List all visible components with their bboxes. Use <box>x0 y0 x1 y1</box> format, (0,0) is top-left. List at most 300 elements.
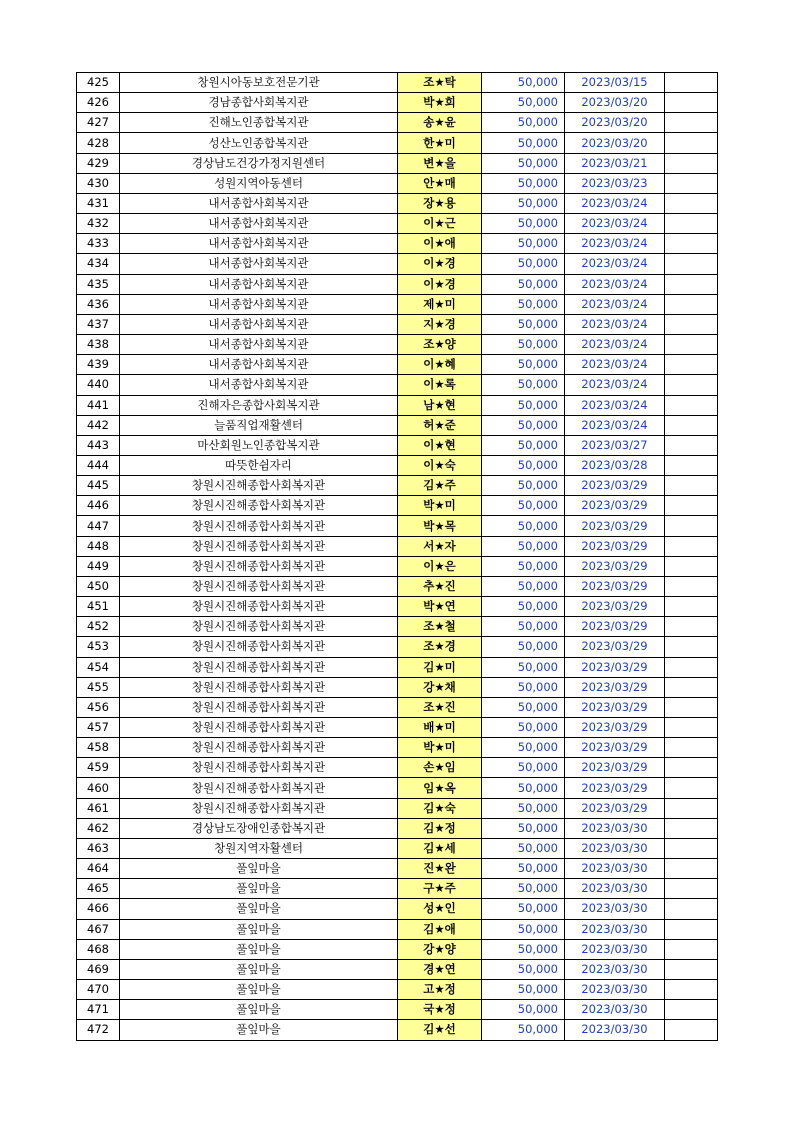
donation-amount: 50,000 <box>482 556 565 576</box>
donor-name: 구★주 <box>398 879 482 899</box>
donor-name: 조★진 <box>398 697 482 717</box>
table-row <box>77 496 718 516</box>
donation-date: 2023/03/29 <box>565 617 665 637</box>
organization-name: 풀잎마을 <box>120 879 398 899</box>
donation-date: 2023/03/29 <box>565 758 665 778</box>
table-row <box>77 677 718 697</box>
row-number: 450 <box>77 576 120 596</box>
table-row <box>77 335 718 355</box>
table-row <box>77 113 718 133</box>
organization-name: 풀잎마을 <box>120 980 398 1000</box>
table-row <box>77 838 718 858</box>
note-cell <box>665 133 718 153</box>
organization-name: 따뜻한쉼자리 <box>120 455 398 475</box>
note-cell <box>665 214 718 234</box>
donation-date: 2023/03/30 <box>565 980 665 1000</box>
note-cell <box>665 879 718 899</box>
donation-amount: 50,000 <box>482 153 565 173</box>
organization-name: 내서종합사회복지관 <box>120 314 398 334</box>
donation-amount: 50,000 <box>482 476 565 496</box>
table-row <box>77 899 718 919</box>
donor-name: 박★목 <box>398 516 482 536</box>
organization-name: 창원시진해종합사회복지관 <box>120 476 398 496</box>
note-cell <box>665 617 718 637</box>
row-number: 469 <box>77 959 120 979</box>
organization-name: 내서종합사회복지관 <box>120 355 398 375</box>
organization-name: 창원시진해종합사회복지관 <box>120 677 398 697</box>
table-row <box>77 859 718 879</box>
donor-name: 허★준 <box>398 415 482 435</box>
row-number: 436 <box>77 294 120 314</box>
row-number: 448 <box>77 536 120 556</box>
table-row <box>77 375 718 395</box>
donor-name: 이★애 <box>398 234 482 254</box>
donation-amount: 50,000 <box>482 234 565 254</box>
donor-name: 이★혜 <box>398 355 482 375</box>
row-number: 453 <box>77 637 120 657</box>
table-row <box>77 294 718 314</box>
donor-name: 박★희 <box>398 93 482 113</box>
donor-name: 이★근 <box>398 214 482 234</box>
row-number: 441 <box>77 395 120 415</box>
row-number: 425 <box>77 73 120 93</box>
organization-name: 창원시진해종합사회복지관 <box>120 617 398 637</box>
donation-date: 2023/03/20 <box>565 113 665 133</box>
donation-date: 2023/03/27 <box>565 435 665 455</box>
organization-name: 경상남도건강가정지원센터 <box>120 153 398 173</box>
donor-name: 송★윤 <box>398 113 482 133</box>
note-cell <box>665 657 718 677</box>
organization-name: 내서종합사회복지관 <box>120 274 398 294</box>
table-row <box>77 778 718 798</box>
organization-name: 창원시진해종합사회복지관 <box>120 556 398 576</box>
donation-date: 2023/03/23 <box>565 173 665 193</box>
donor-name: 박★미 <box>398 738 482 758</box>
organization-name: 창원시진해종합사회복지관 <box>120 738 398 758</box>
donation-date: 2023/03/29 <box>565 476 665 496</box>
table-row <box>77 879 718 899</box>
donation-amount: 50,000 <box>482 254 565 274</box>
organization-name: 풀잎마을 <box>120 1020 398 1040</box>
donation-date: 2023/03/24 <box>565 294 665 314</box>
donation-date: 2023/03/24 <box>565 355 665 375</box>
organization-name: 창원시진해종합사회복지관 <box>120 758 398 778</box>
row-number: 432 <box>77 214 120 234</box>
organization-name: 창원시진해종합사회복지관 <box>120 778 398 798</box>
donor-name: 한★미 <box>398 133 482 153</box>
table-row <box>77 637 718 657</box>
note-cell <box>665 697 718 717</box>
organization-name: 창원시진해종합사회복지관 <box>120 697 398 717</box>
note-cell <box>665 93 718 113</box>
donation-date: 2023/03/24 <box>565 193 665 213</box>
donation-amount: 50,000 <box>482 617 565 637</box>
donation-amount: 50,000 <box>482 73 565 93</box>
table-row <box>77 395 718 415</box>
note-cell <box>665 758 718 778</box>
donor-name: 강★채 <box>398 677 482 697</box>
donor-name: 김★정 <box>398 818 482 838</box>
note-cell <box>665 677 718 697</box>
donation-date: 2023/03/29 <box>565 778 665 798</box>
donation-date: 2023/03/21 <box>565 153 665 173</box>
organization-name: 창원시진해종합사회복지관 <box>120 576 398 596</box>
donation-amount: 50,000 <box>482 1020 565 1040</box>
organization-name: 내서종합사회복지관 <box>120 254 398 274</box>
organization-name: 내서종합사회복지관 <box>120 214 398 234</box>
note-cell <box>665 738 718 758</box>
donation-date: 2023/03/30 <box>565 899 665 919</box>
organization-name: 경상남도장애인종합복지관 <box>120 818 398 838</box>
note-cell <box>665 597 718 617</box>
donation-date: 2023/03/29 <box>565 576 665 596</box>
donation-amount: 50,000 <box>482 274 565 294</box>
table-row <box>77 738 718 758</box>
row-number: 428 <box>77 133 120 153</box>
donor-name: 조★경 <box>398 637 482 657</box>
donation-amount: 50,000 <box>482 637 565 657</box>
donor-name: 조★양 <box>398 335 482 355</box>
donation-date: 2023/03/24 <box>565 214 665 234</box>
organization-name: 창원시진해종합사회복지관 <box>120 798 398 818</box>
note-cell <box>665 234 718 254</box>
row-number: 470 <box>77 980 120 1000</box>
donation-date: 2023/03/30 <box>565 879 665 899</box>
row-number: 471 <box>77 1000 120 1020</box>
donation-amount: 50,000 <box>482 435 565 455</box>
note-cell <box>665 254 718 274</box>
row-number: 463 <box>77 838 120 858</box>
donation-date: 2023/03/30 <box>565 859 665 879</box>
donation-amount: 50,000 <box>482 375 565 395</box>
organization-name: 풀잎마을 <box>120 859 398 879</box>
donation-amount: 50,000 <box>482 758 565 778</box>
donation-amount: 50,000 <box>482 838 565 858</box>
table-row <box>77 435 718 455</box>
table-row <box>77 73 718 93</box>
table-row <box>77 718 718 738</box>
note-cell <box>665 415 718 435</box>
row-number: 433 <box>77 234 120 254</box>
donor-name: 박★미 <box>398 496 482 516</box>
organization-name: 늘품직업재활센터 <box>120 415 398 435</box>
organization-name: 경남종합사회복지관 <box>120 93 398 113</box>
donation-date: 2023/03/29 <box>565 516 665 536</box>
donation-amount: 50,000 <box>482 113 565 133</box>
donation-date: 2023/03/30 <box>565 1000 665 1020</box>
donation-date: 2023/03/15 <box>565 73 665 93</box>
note-cell <box>665 335 718 355</box>
donation-amount: 50,000 <box>482 173 565 193</box>
donor-name: 손★임 <box>398 758 482 778</box>
row-number: 452 <box>77 617 120 637</box>
row-number: 460 <box>77 778 120 798</box>
table-row <box>77 455 718 475</box>
donation-date: 2023/03/29 <box>565 637 665 657</box>
row-number: 439 <box>77 355 120 375</box>
donor-name: 강★양 <box>398 939 482 959</box>
donation-date: 2023/03/30 <box>565 1020 665 1040</box>
organization-name: 진해노인종합복지관 <box>120 113 398 133</box>
donation-table <box>76 72 718 1041</box>
donation-date: 2023/03/29 <box>565 556 665 576</box>
row-number: 455 <box>77 677 120 697</box>
donation-amount: 50,000 <box>482 536 565 556</box>
table-row <box>77 556 718 576</box>
row-number: 431 <box>77 193 120 213</box>
row-number: 437 <box>77 314 120 334</box>
donation-date: 2023/03/24 <box>565 375 665 395</box>
table-row <box>77 939 718 959</box>
donor-name: 장★용 <box>398 193 482 213</box>
donation-amount: 50,000 <box>482 818 565 838</box>
table-body <box>77 73 718 1041</box>
organization-name: 창원시진해종합사회복지관 <box>120 536 398 556</box>
organization-name: 풀잎마을 <box>120 939 398 959</box>
table-row <box>77 93 718 113</box>
note-cell <box>665 818 718 838</box>
donation-amount: 50,000 <box>482 1000 565 1020</box>
donor-name: 추★진 <box>398 576 482 596</box>
donor-name: 이★록 <box>398 375 482 395</box>
row-number: 461 <box>77 798 120 818</box>
table-row <box>77 173 718 193</box>
note-cell <box>665 859 718 879</box>
donation-amount: 50,000 <box>482 415 565 435</box>
note-cell <box>665 536 718 556</box>
row-number: 444 <box>77 455 120 475</box>
row-number: 447 <box>77 516 120 536</box>
row-number: 442 <box>77 415 120 435</box>
donor-name: 임★옥 <box>398 778 482 798</box>
donor-name: 김★주 <box>398 476 482 496</box>
donor-name: 제★미 <box>398 294 482 314</box>
donation-date: 2023/03/29 <box>565 718 665 738</box>
donation-amount: 50,000 <box>482 718 565 738</box>
organization-name: 진해자은종합사회복지관 <box>120 395 398 415</box>
table-row <box>77 415 718 435</box>
note-cell <box>665 1000 718 1020</box>
note-cell <box>665 980 718 1000</box>
donation-date: 2023/03/30 <box>565 939 665 959</box>
organization-name: 창원시진해종합사회복지관 <box>120 718 398 738</box>
donation-amount: 50,000 <box>482 93 565 113</box>
organization-name: 풀잎마을 <box>120 919 398 939</box>
table-row <box>77 818 718 838</box>
donor-name: 이★경 <box>398 254 482 274</box>
donation-amount: 50,000 <box>482 496 565 516</box>
donor-name: 김★숙 <box>398 798 482 818</box>
row-number: 466 <box>77 899 120 919</box>
row-number: 430 <box>77 173 120 193</box>
donation-date: 2023/03/24 <box>565 415 665 435</box>
table-row <box>77 798 718 818</box>
donation-date: 2023/03/30 <box>565 959 665 979</box>
donation-date: 2023/03/24 <box>565 234 665 254</box>
organization-name: 창원시진해종합사회복지관 <box>120 657 398 677</box>
organization-name: 내서종합사회복지관 <box>120 193 398 213</box>
note-cell <box>665 435 718 455</box>
donor-name: 박★연 <box>398 597 482 617</box>
donation-date: 2023/03/24 <box>565 335 665 355</box>
row-number: 449 <box>77 556 120 576</box>
note-cell <box>665 73 718 93</box>
donation-date: 2023/03/29 <box>565 657 665 677</box>
donation-amount: 50,000 <box>482 193 565 213</box>
donor-name: 서★자 <box>398 536 482 556</box>
donation-amount: 50,000 <box>482 959 565 979</box>
row-number: 426 <box>77 93 120 113</box>
donor-name: 국★정 <box>398 1000 482 1020</box>
donation-amount: 50,000 <box>482 214 565 234</box>
table-row <box>77 214 718 234</box>
donor-name: 지★경 <box>398 314 482 334</box>
row-number: 468 <box>77 939 120 959</box>
row-number: 440 <box>77 375 120 395</box>
donation-amount: 50,000 <box>482 314 565 334</box>
donation-amount: 50,000 <box>482 879 565 899</box>
donation-amount: 50,000 <box>482 738 565 758</box>
row-number: 435 <box>77 274 120 294</box>
table-row <box>77 536 718 556</box>
donation-date: 2023/03/29 <box>565 697 665 717</box>
table-row <box>77 314 718 334</box>
donation-date: 2023/03/24 <box>565 314 665 334</box>
note-cell <box>665 899 718 919</box>
organization-name: 풀잎마을 <box>120 959 398 979</box>
note-cell <box>665 375 718 395</box>
donation-amount: 50,000 <box>482 859 565 879</box>
organization-name: 내서종합사회복지관 <box>120 294 398 314</box>
note-cell <box>665 173 718 193</box>
donor-name: 변★을 <box>398 153 482 173</box>
donation-date: 2023/03/29 <box>565 738 665 758</box>
row-number: 434 <box>77 254 120 274</box>
donation-amount: 50,000 <box>482 455 565 475</box>
donation-amount: 50,000 <box>482 657 565 677</box>
donor-name: 경★연 <box>398 959 482 979</box>
donor-name: 김★애 <box>398 919 482 939</box>
donation-amount: 50,000 <box>482 778 565 798</box>
note-cell <box>665 455 718 475</box>
donation-amount: 50,000 <box>482 899 565 919</box>
donor-name: 이★현 <box>398 435 482 455</box>
organization-name: 마산회원노인종합복지관 <box>120 435 398 455</box>
organization-name: 내서종합사회복지관 <box>120 234 398 254</box>
note-cell <box>665 919 718 939</box>
note-cell <box>665 838 718 858</box>
note-cell <box>665 778 718 798</box>
organization-name: 풀잎마을 <box>120 899 398 919</box>
donor-name: 조★철 <box>398 617 482 637</box>
donation-amount: 50,000 <box>482 294 565 314</box>
table-row <box>77 1000 718 1020</box>
table-row <box>77 234 718 254</box>
note-cell <box>665 637 718 657</box>
row-number: 464 <box>77 859 120 879</box>
row-number: 443 <box>77 435 120 455</box>
organization-name: 창원시아동보호전문기관 <box>120 73 398 93</box>
donation-amount: 50,000 <box>482 597 565 617</box>
table-row <box>77 133 718 153</box>
organization-name: 창원지역자활센터 <box>120 838 398 858</box>
note-cell <box>665 576 718 596</box>
donor-name: 김★미 <box>398 657 482 677</box>
donor-name: 김★선 <box>398 1020 482 1040</box>
table-row <box>77 476 718 496</box>
note-cell <box>665 395 718 415</box>
donation-amount: 50,000 <box>482 516 565 536</box>
organization-name: 성원지역아동센터 <box>120 173 398 193</box>
organization-name: 창원시진해종합사회복지관 <box>120 597 398 617</box>
note-cell <box>665 1020 718 1040</box>
row-number: 465 <box>77 879 120 899</box>
row-number: 454 <box>77 657 120 677</box>
donation-amount: 50,000 <box>482 697 565 717</box>
organization-name: 성산노인종합복지관 <box>120 133 398 153</box>
row-number: 472 <box>77 1020 120 1040</box>
donor-name: 고★정 <box>398 980 482 1000</box>
note-cell <box>665 113 718 133</box>
row-number: 459 <box>77 758 120 778</box>
row-number: 427 <box>77 113 120 133</box>
table-row <box>77 576 718 596</box>
donation-date: 2023/03/24 <box>565 254 665 274</box>
donation-amount: 50,000 <box>482 980 565 1000</box>
table-row <box>77 274 718 294</box>
table-row <box>77 617 718 637</box>
row-number: 458 <box>77 738 120 758</box>
note-cell <box>665 193 718 213</box>
donation-amount: 50,000 <box>482 395 565 415</box>
note-cell <box>665 959 718 979</box>
row-number: 456 <box>77 697 120 717</box>
donation-amount: 50,000 <box>482 798 565 818</box>
organization-name: 창원시진해종합사회복지관 <box>120 637 398 657</box>
donation-amount: 50,000 <box>482 355 565 375</box>
table-row <box>77 758 718 778</box>
table-row <box>77 1020 718 1040</box>
donation-date: 2023/03/29 <box>565 798 665 818</box>
donation-date: 2023/03/20 <box>565 133 665 153</box>
row-number: 446 <box>77 496 120 516</box>
donor-name: 성★인 <box>398 899 482 919</box>
donation-date: 2023/03/28 <box>565 455 665 475</box>
table-row <box>77 980 718 1000</box>
row-number: 429 <box>77 153 120 173</box>
donation-amount: 50,000 <box>482 919 565 939</box>
organization-name: 내서종합사회복지관 <box>120 375 398 395</box>
note-cell <box>665 718 718 738</box>
donor-name: 진★완 <box>398 859 482 879</box>
donation-amount: 50,000 <box>482 939 565 959</box>
table-row <box>77 254 718 274</box>
organization-name: 창원시진해종합사회복지관 <box>120 516 398 536</box>
donation-date: 2023/03/24 <box>565 395 665 415</box>
donor-name: 조★탁 <box>398 73 482 93</box>
table-row <box>77 153 718 173</box>
organization-name: 풀잎마을 <box>120 1000 398 1020</box>
table-row <box>77 919 718 939</box>
note-cell <box>665 355 718 375</box>
donation-date: 2023/03/24 <box>565 274 665 294</box>
note-cell <box>665 294 718 314</box>
donation-date: 2023/03/29 <box>565 536 665 556</box>
note-cell <box>665 556 718 576</box>
row-number: 451 <box>77 597 120 617</box>
table-row <box>77 516 718 536</box>
table-row <box>77 657 718 677</box>
